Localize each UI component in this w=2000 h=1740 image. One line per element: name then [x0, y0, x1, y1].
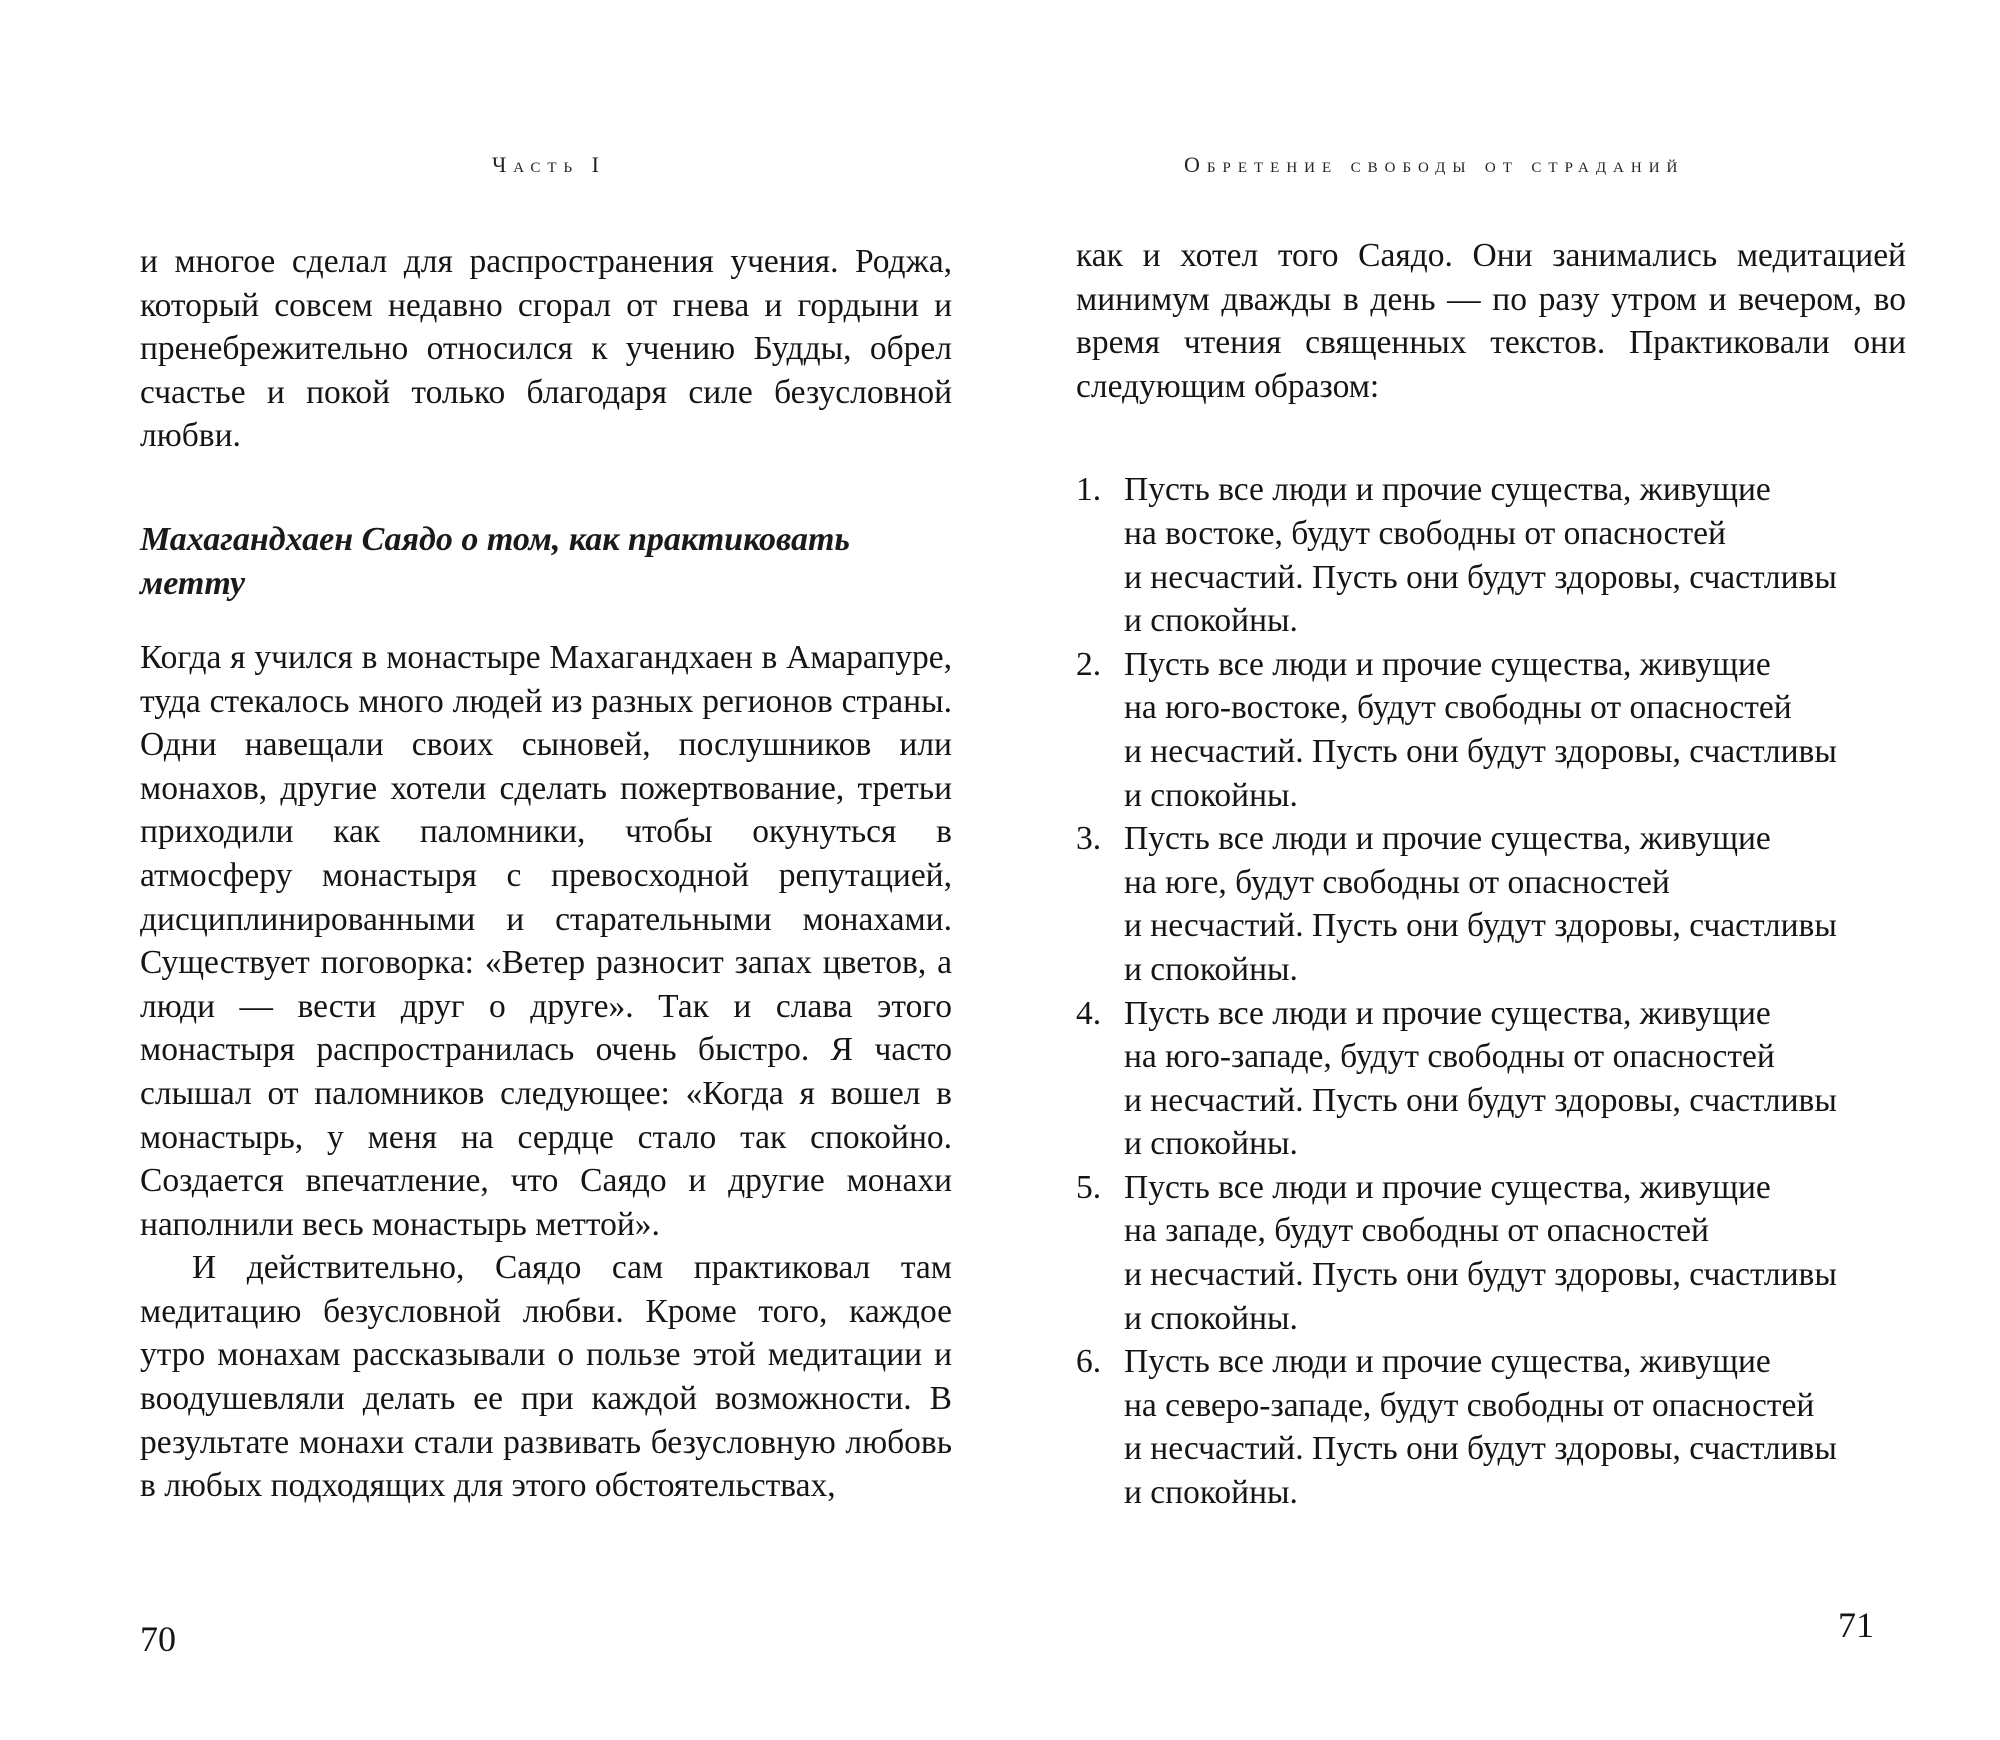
body-paragraph-2: И действительно, Саядо сам практиковал там медитацию безусловной любви. Кроме того, каждое утро монахам рассказывали о пользе этой медитации и воодушевляли делать ее при каждой возможности. В результате монахи стали развивать безусловную любовь в любых подходящих для этого обстоятельствах, — [140, 1249, 952, 1505]
list-item-line: и спокойны. — [1124, 1474, 1298, 1512]
metta-list — [1076, 468, 1906, 1514]
list-item-line: и спокойны. — [1124, 1125, 1298, 1163]
intro-paragraph: как и хотел того Саядо. Они занимались медитацией минимум дважды в день — по разу утром и вечером, во время чтения священных текстов. Практиковали они следующим образом: — [1076, 237, 1906, 405]
list-item — [1076, 992, 1906, 1166]
list-item-line: Пусть все люди и прочие существа, живущие — [1124, 994, 1771, 1032]
list-item — [1076, 643, 1906, 817]
list-item-line: и спокойны. — [1124, 1299, 1298, 1337]
list-item-line: на юге, будут свободны от опасностей — [1124, 863, 1670, 901]
list-item-line: и несчастий. Пусть они будут здоровы, счастливы — [1124, 1081, 1837, 1119]
list-item-line: Пусть все люди и прочие существа, живущие — [1124, 820, 1771, 858]
list-item-line: и несчастий. Пусть они будут здоровы, счастливы — [1124, 558, 1837, 596]
running-head-left: Часть I — [492, 152, 606, 177]
list-item-line: и несчастий. Пусть они будут здоровы, счастливы — [1124, 907, 1837, 945]
list-item-line: на востоке, будут свободны от опасностей — [1124, 514, 1726, 552]
right-text-block — [1076, 234, 1906, 1515]
list-item-line: и несчастий. Пусть они будут здоровы, счастливы — [1124, 732, 1837, 770]
list-item-line: Пусть все люди и прочие существа, живущие — [1124, 471, 1771, 509]
list-item — [1076, 1166, 1906, 1340]
list-item-line: и спокойны. — [1124, 602, 1298, 640]
list-item-line: на северо-западе, будут свободны от опасностей — [1124, 1386, 1815, 1424]
list-item-number: 1. — [1076, 471, 1102, 509]
list-item-line: и спокойны. — [1124, 776, 1298, 814]
list-item-line: и несчастий. Пусть они будут здоровы, счастливы — [1124, 1430, 1837, 1468]
list-item-line: Пусть все люди и прочие существа, живущие — [1124, 1168, 1771, 1206]
list-item-number: 4. — [1076, 994, 1102, 1032]
list-item-number: 2. — [1076, 645, 1102, 683]
page-number-left: 70 — [140, 1619, 176, 1659]
page-number-right: 71 — [1838, 1605, 1874, 1645]
list-item-number: 6. — [1076, 1343, 1102, 1381]
right-page — [1000, 0, 2000, 1740]
list-item-line: на юго-востоке, будут свободны от опасностей — [1124, 689, 1792, 727]
list-item — [1076, 1340, 1906, 1514]
section-subheading: Махагандхаен Саядо о том, как практиковать метту — [140, 520, 850, 602]
list-item-line: и несчастий. Пусть они будут здоровы, счастливы — [1124, 1256, 1837, 1294]
running-head-right: Обретение свободы от страданий — [1184, 152, 1685, 177]
list-item-number: 5. — [1076, 1168, 1102, 1206]
list-item-line: на западе, будут свободны от опасностей — [1124, 1212, 1709, 1250]
list-item-number: 3. — [1076, 820, 1102, 858]
list-item-line: и спокойны. — [1124, 950, 1298, 988]
list-item-line: на юго-западе, будут свободны от опасностей — [1124, 1038, 1775, 1076]
left-text-block — [140, 240, 952, 1508]
list-item-line: Пусть все люди и прочие существа, живущие — [1124, 645, 1771, 683]
list-item — [1076, 817, 1906, 991]
list-item — [1076, 468, 1906, 642]
list-item-line: Пусть все люди и прочие существа, живущие — [1124, 1343, 1771, 1381]
body-paragraph-1: Когда я учился в монастыре Махагандхаен в Амарапуре, туда стекалось много людей из разных регионов страны. Одни навещали своих сыновей, послушников или монахов, другие хотели сделать пожертвование, третьи приходили как паломники, чтобы окунуться в атмосферу монастыря с превосходной репутацией, дисциплинированными и старательными монахами. Существует поговорка: «Ветер разносит запах цветов, а люди — вести друг о друге». Так и слава этого монастыря распространилась очень быстро. Я часто слышал от паломников следующее: «Когда я вошел в монастырь, у меня на сердце стало так спокойно. Создается впечатление, что Саядо и другие монахи наполнили весь монастырь меттой». — [140, 638, 952, 1243]
continued-paragraph: и многое сделал для распространения учения. Роджа, который совсем недавно сгорал от гнева и гордыни и пренебрежительно относился к учению Будды, обрел счастье и покой только благодаря силе безусловной любви. — [140, 243, 952, 455]
